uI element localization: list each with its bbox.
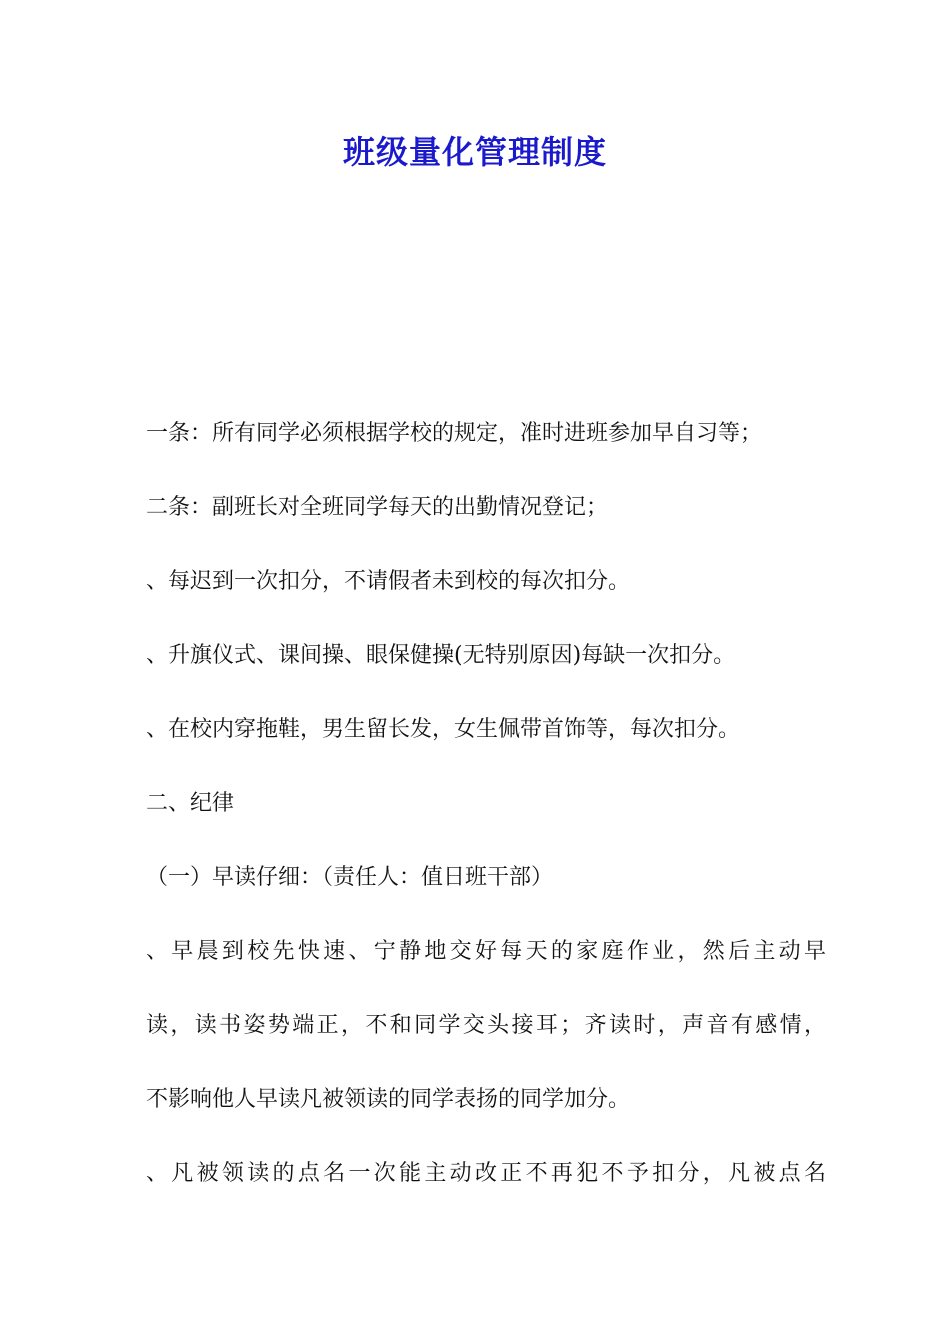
section-heading-discipline: 二、纪律 bbox=[146, 791, 235, 816]
paragraph-line-2: 读，读书姿势端正，不和同学交头接耳；齐读时，声音有感情， bbox=[146, 1013, 826, 1038]
subsection-heading-morning-reading: （一）早读仔细：（责任人：值日班干部） bbox=[146, 865, 554, 890]
rule-line-2: 二条：副班长对全班同学每天的出勤情况登记； bbox=[146, 495, 609, 520]
paragraph-line-1: 、早晨到校先快速、宁静地交好每天的家庭作业，然后主动早 bbox=[146, 939, 826, 964]
paragraph-line-4: 、凡被领读的点名一次能主动改正不再犯不予扣分，凡被点名 bbox=[146, 1161, 826, 1186]
rule-line-5: 、在校内穿拖鞋，男生留长发，女生佩带首饰等，每次扣分。 bbox=[146, 717, 741, 742]
rule-line-4: 、升旗仪式、课间操、眼保健操(无特别原因)每缺一次扣分。 bbox=[146, 643, 736, 668]
document-body bbox=[146, 416, 826, 1230]
paragraph-line-3: 不影响他人早读凡被领读的同学表扬的同学加分。 bbox=[146, 1087, 631, 1112]
rule-line-1: 一条：所有同学必须根据学校的规定，准时进班参加早自习等； bbox=[146, 421, 763, 446]
document-title: 班级量化管理制度 bbox=[342, 133, 607, 171]
rule-line-3: 、每迟到一次扣分，不请假者未到校的每次扣分。 bbox=[146, 569, 631, 594]
